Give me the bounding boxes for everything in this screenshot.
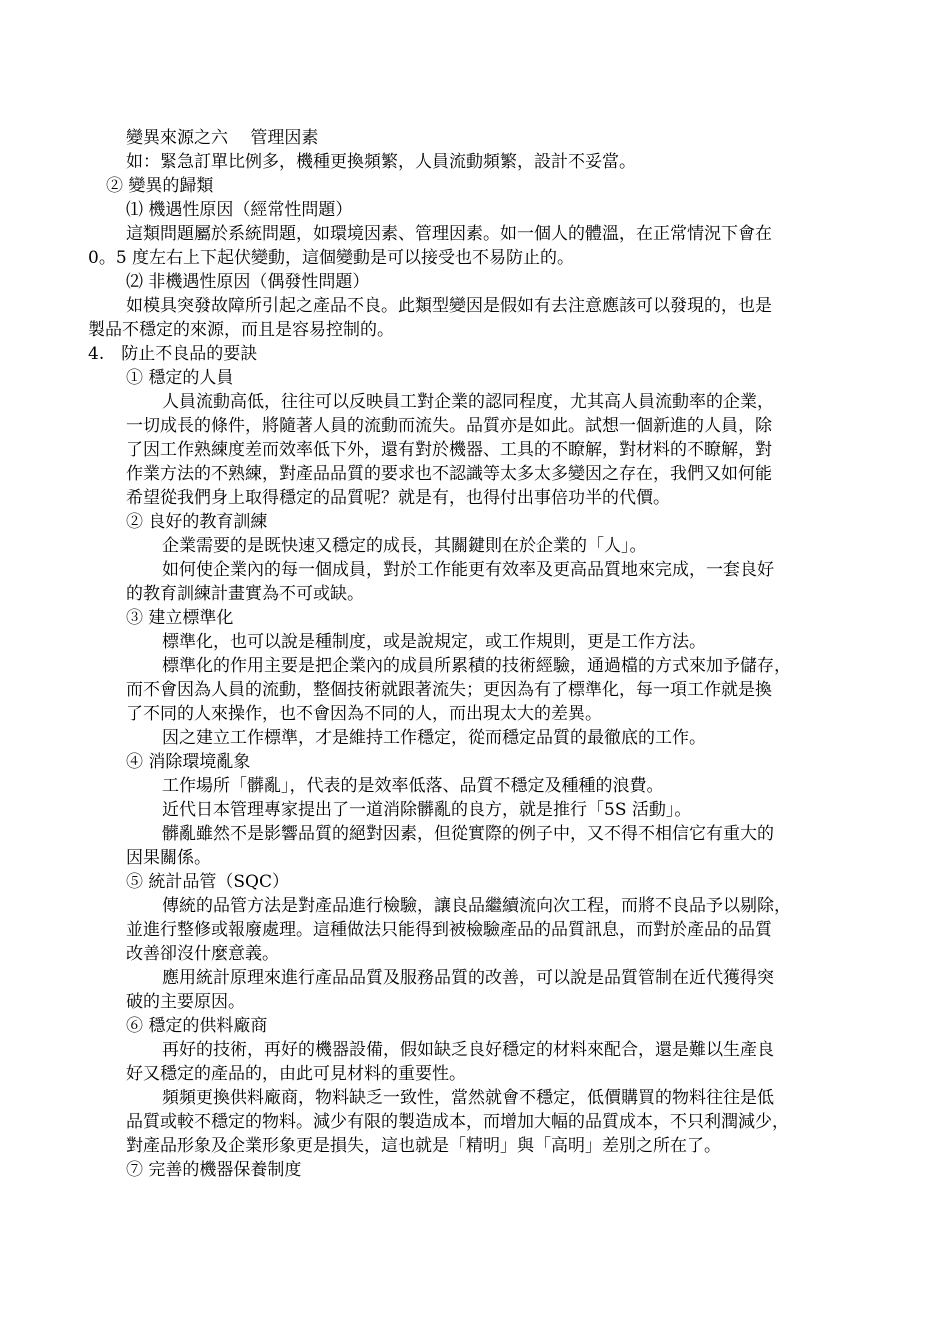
subsection-heading: ⑦ 完善的機器保養制度	[126, 1160, 302, 1180]
text-line: 而不會因為人員的流動，整個技術就跟著流失；更因為有了標準化，每一項工作就是換	[126, 680, 772, 700]
subsection-heading: ① 穩定的人員	[126, 368, 234, 388]
text-line: 因之建立工作標準，才是維持工作穩定，從而穩定品質的最徹底的工作。	[162, 728, 706, 748]
text-line: 人員流動高低，往往可以反映員工對企業的認同程度，尤其高人員流動率的企業，	[162, 392, 774, 412]
text-line: 工作場所「髒亂」，代表的是效率低落、品質不穩定及種種的浪費。	[162, 776, 664, 796]
subsection-heading: ② 良好的教育訓練	[126, 512, 268, 532]
text-line: 髒亂雖然不是影響品質的絕對因素，但從實際的例子中，又不得不相信它有重大的	[162, 824, 774, 844]
subsection-heading: ③ 建立標準化	[126, 608, 234, 628]
text-line: 如何使企業內的每一個成員，對於工作能更有效率及更高品質地來完成，一套良好	[162, 560, 774, 580]
text-line: 再好的技術，再好的機器設備，假如缺乏良好穩定的材料來配合，還是難以生產良	[162, 1040, 774, 1060]
text-line: 近代日本管理專家提出了一道消除髒亂的良方，就是推行「5S 活動」。	[162, 800, 692, 820]
text-line: 0。5 度左右上下起伏變動，這個變動是可以接受也不易防止的。	[88, 248, 575, 268]
text-line: 變異來源之六 管理因素	[126, 128, 319, 148]
text-line: 了不同的人來操作，也不會因為不同的人，而出現太大的差異。	[126, 704, 602, 724]
text-line: 這類問題屬於系統問題，如環境因素、管理因素。如一個人的體溫，在正常情況下會在	[126, 224, 772, 244]
text-line: 了因工作熟練度差而效率低下外，還有對於機器、工具的不瞭解，對材料的不瞭解，對	[126, 440, 772, 460]
text-line: 頻頻更換供料廠商，物料缺乏一致性，當然就會不穩定，低價購買的物料往往是低	[162, 1088, 774, 1108]
text-line: 對產品形象及企業形象更是損失，這也就是「精明」與「高明」差別之所在了。	[126, 1136, 721, 1156]
text-line: 品質或較不穩定的物料。減少有限的製造成本，而增加大幅的品質成本，不只利潤減少，	[126, 1112, 789, 1132]
text-line: 標準化的作用主要是把企業內的成員所累積的技術經驗，通過檔的方式來加予儲存，	[162, 656, 791, 676]
text-line: 希望從我們身上取得穩定的品質呢？就是有，也得付出事倍功半的代價。	[126, 488, 670, 508]
text-line: 傳統的品管方法是對產品進行檢驗，讓良品繼續流向次工程，而將不良品予以剔除，	[162, 896, 791, 916]
text-line: 企業需要的是既快速又穩定的成長，其關鍵則在於企業的「人」。	[162, 536, 647, 556]
text-line: 一切成長的條件，將隨著人員的流動而流失。品質亦是如此。試想一個新進的人員，除	[126, 416, 772, 436]
text-line: 好又穩定的產品的，由此可見材料的重要性。	[126, 1064, 466, 1084]
subsection-heading: ⑴ 機遇性原因（經常性問題）	[126, 200, 353, 220]
text-line: 並進行整修或報廢處理。這種做法只能得到被檢驗產品的品質訊息，而對於產品的品質	[126, 920, 772, 940]
text-line: 因果關係。	[126, 848, 211, 868]
text-line: 如模具突發故障所引起之產品不良。此類型變因是假如有去注意應該可以發現的，也是	[126, 296, 772, 316]
text-line: 如：緊急訂單比例多，機種更換頻繁，人員流動頻繁，設計不妥當。	[126, 152, 636, 172]
section-heading: ② 變異的歸類	[106, 176, 214, 196]
text-line: 改善卻沒什麼意義。	[126, 944, 279, 964]
text-line: 標準化，也可以說是種制度，或是說規定，或工作規則，更是工作方法。	[162, 632, 706, 652]
subsection-heading: ④ 消除環境亂象	[126, 752, 251, 772]
section-heading: 4. 防止不良品的要訣	[88, 344, 258, 364]
text-line: 破的主要原因。	[126, 992, 245, 1012]
text-line: 作業方法的不熟練，對產品品質的要求也不認識等太多太多變因之存在，我們又如何能	[126, 464, 772, 484]
text-line: 應用統計原理來進行產品品質及服務品質的改善，可以說是品質管制在近代獲得突	[162, 968, 774, 988]
text-line: 的教育訓練計畫實為不可或缺。	[126, 584, 364, 604]
text-line: 製品不穩定的來源，而且是容易控制的。	[88, 320, 394, 340]
subsection-heading: ⑤ 統計品管（SQC）	[126, 872, 289, 892]
subsection-heading: ⑥ 穩定的供料廠商	[126, 1016, 268, 1036]
subsection-heading: ⑵ 非機遇性原因（偶發性問題）	[126, 272, 370, 292]
